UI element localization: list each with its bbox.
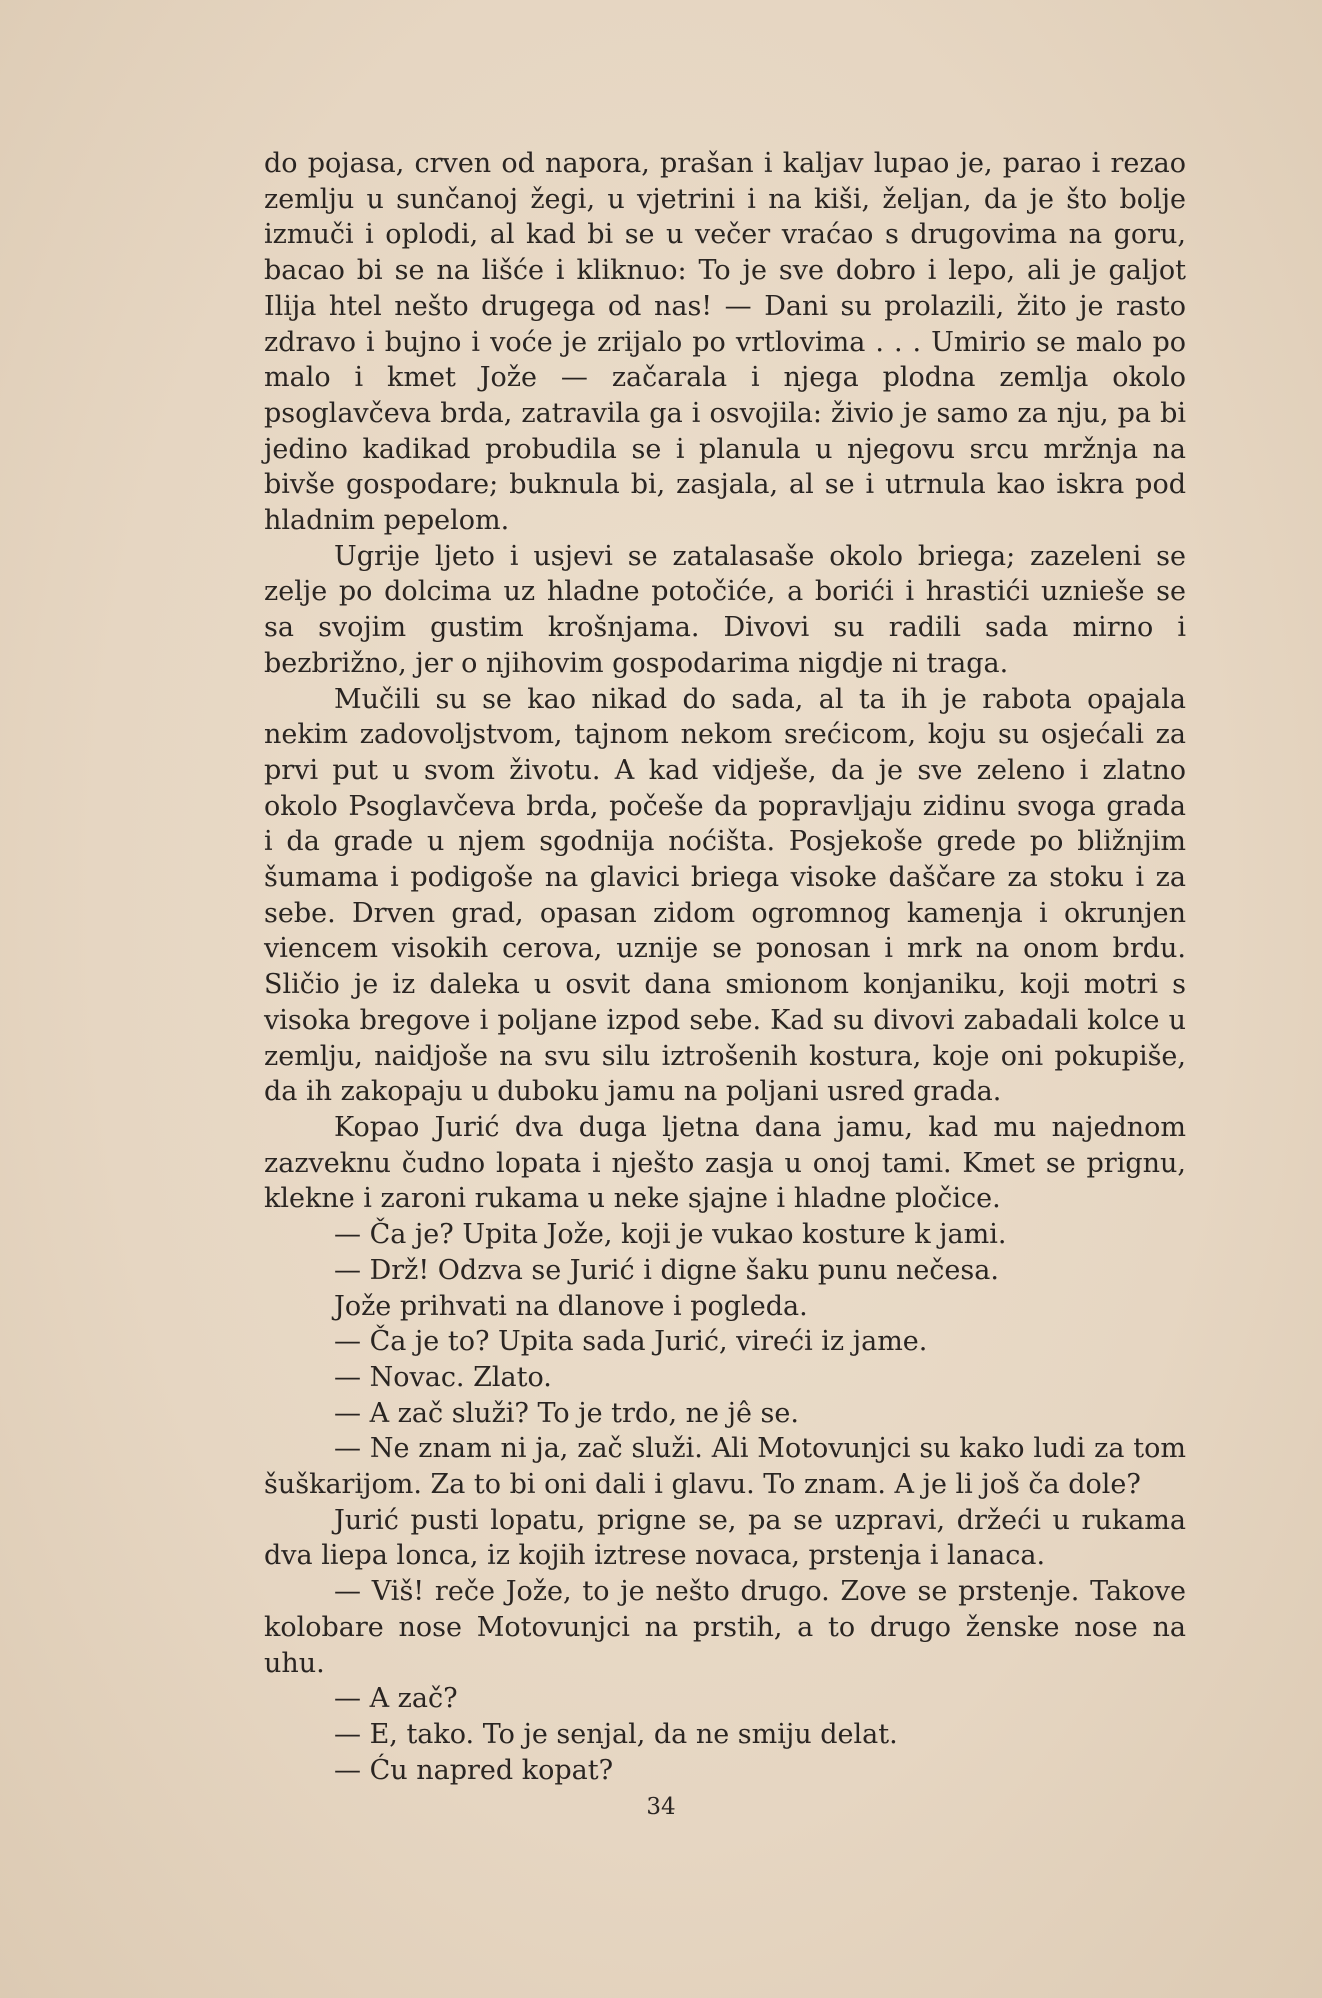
paragraph: Jože prihvati na dlanove i pogleda.	[334, 1290, 808, 1322]
dialogue-line: — E, tako. To je senjal, da ne smiju delat.	[334, 1718, 898, 1750]
dialogue-line: — Drž! Odzva se Jurić i digne šaku punu nečesa.	[334, 1254, 999, 1286]
dialogue-line: — Ča je? Upita Jože, koji je vukao kosture k jami.	[334, 1219, 1007, 1251]
dialogue-line: — Ča je to? Upita sada Jurić, vireći iz jame.	[334, 1326, 928, 1358]
dialogue-line: — Novac. Zlato.	[334, 1361, 552, 1393]
paragraph: Kopao Jurić dva duga ljetna dana jamu, kad mu najednom zazveknu čudno lopata i nješto zasja u onoj tami. Kmet se prignu, klekne i zaroni rukama u neke sjajne i hladne pločice.	[264, 1111, 1186, 1215]
body-text	[264, 146, 1186, 1788]
paragraph: do pojasa, crven od napora, prašan i kaljav lupao je, parao i rezao zemlju u sunčanoj žegi, u vjetrini i na kiši, željan, da je što bolje izmuči i oplodi, al kad bi se u večer vraćao s drugovima na goru, bacao bi se na lišće i kliknuo: To je sve dobro i lepo, ali je galjot Ilija htel nešto drugega od nas! — Dani su prolazili, žito je rasto zdravo i bujno i voće je zrijalo po vrtlovima . . . Umirio se malo po malo i kmet Jože — začarala i njega plodna zemlja okolo psoglavčeva brda, zatravila ga i osvojila: živio je samo za nju, pa bi jedino kadikad probudila se i planula u njegovu srcu mržnja na bivše gospodare; buknula bi, zasjala, al se i utrnula kao iskra pod hladnim pepelom.	[264, 148, 1186, 537]
dialogue-line: — A zač služi? To je trdo, ne jê se.	[334, 1397, 799, 1429]
dialogue-line: — Viš! reče Jože, to je nešto drugo. Zove se prstenje. Takove kolobare nose Motovunjci na prstih, a to drugo ženske nose na uhu.	[264, 1576, 1186, 1679]
paragraph: Ugrije ljeto i usjevi se zatalasaše okolo briega; zazeleni se zelje po dolcima uz hladne potočiće, a borići i hrastići uznieše se sa svojim gustim krošnjama. Divovi su radili sada mirno i bezbrižno, jer o njihovim gospodarima nigdje ni traga.	[264, 540, 1186, 679]
paragraph: Mučili su se kao nikad do sada, al ta ih je rabota opajala nekim zadovoljstvom, tajnom nekom srećicom, koju su osjećali za prvi put u svom životu. A kad vidješe, da je sve zeleno i zlatno okolo Psoglavčeva brda, počeše da popravljaju zidinu svoga grada i da grade u njem sgodnija noćišta. Posjekoše grede po bližnjim šumama i podigoše na glavici briega visoke daščare za stoku i za sebe. Drven grad, opasan zidom ogromnog kamenja i okrunjen viencem visokih cerova, uznije se ponosan i mrk na onom brdu. Sličio je iz daleka u osvit dana smionom konjaniku, koji motri s visoka bregove i poljane izpod sebe. Kad su divovi zabadali kolce u zemlju, naidjoše na svu silu iztrošenih kostura, koje oni pokupiše, da ih zakopaju u duboku jamu na poljani usred grada.	[264, 683, 1186, 1108]
paragraph: Jurić pusti lopatu, prigne se, pa se uzpravi, držeći u rukama dva liepa lonca, iz kojih iztrese novaca, prstenja i lanaca.	[264, 1504, 1186, 1572]
page-number: 34	[646, 1794, 676, 1820]
dialogue-line: — A zač?	[334, 1683, 458, 1715]
dialogue-line: — Ću napred kopat?	[334, 1754, 614, 1786]
dialogue-line: — Ne znam ni ja, zač služi. Ali Motovunjci su kako ludi za tom šuškarijom. Za to bi oni dali i glavu. To znam. A je li još ča dole?	[264, 1433, 1186, 1501]
